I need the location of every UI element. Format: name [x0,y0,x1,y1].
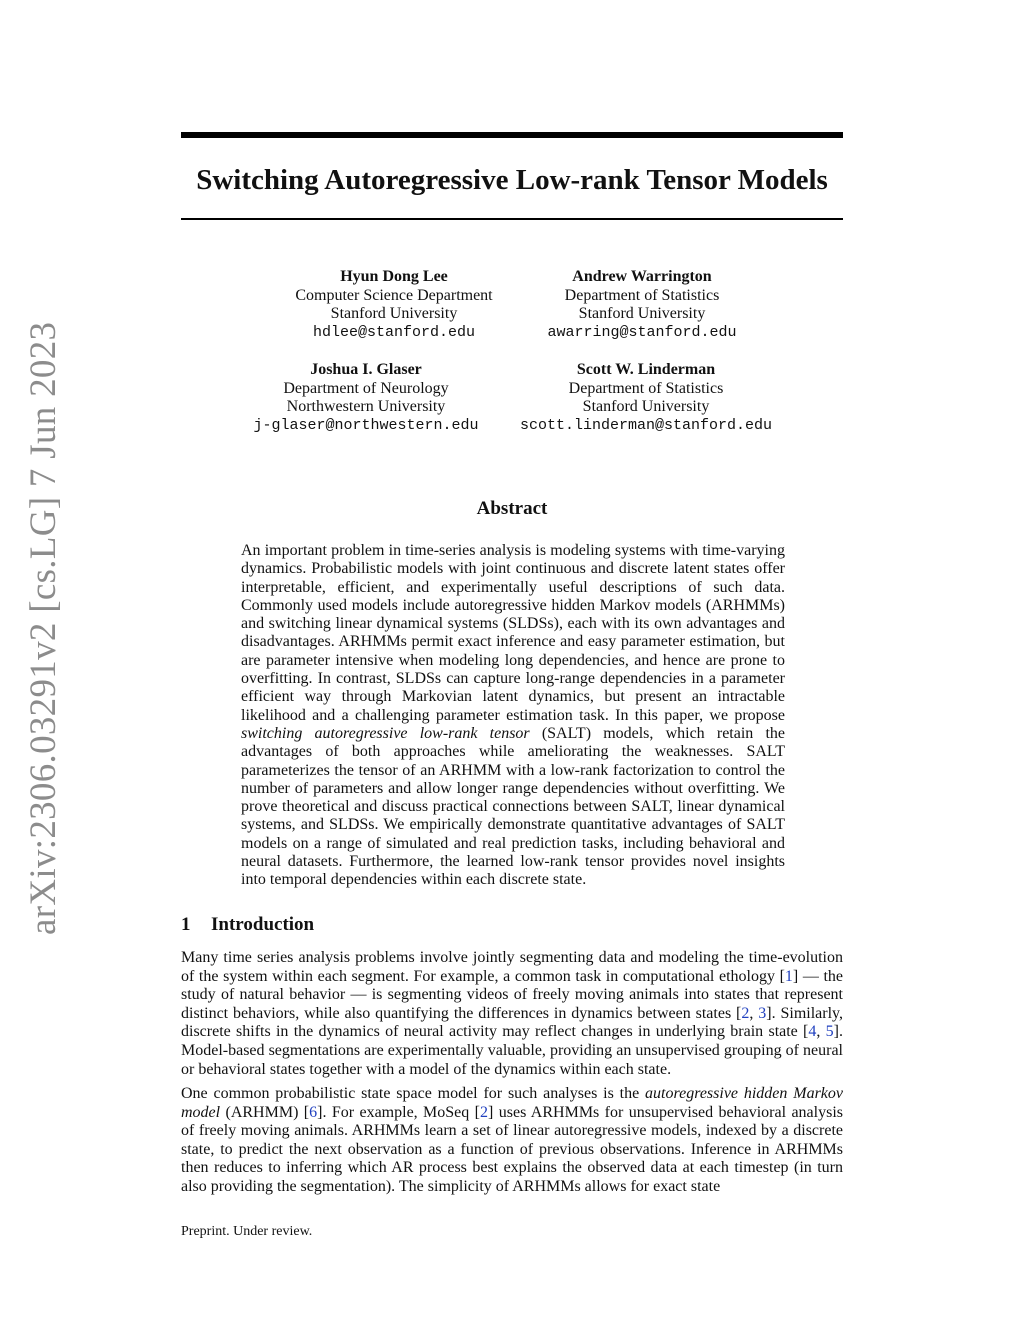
citation-link[interactable]: 1 [784,967,793,985]
section-heading [181,914,314,936]
abstract-emphasis: switching autoregressive low-rank tensor [241,724,530,742]
author-institution: Stanford University [578,305,706,322]
abstract-heading: Abstract [476,498,548,519]
author-block [216,361,516,435]
author-department: Department of Statistics [568,379,724,397]
author-name: Joshua I. Glaser [310,361,422,378]
paragraph-text: ]. Model-based segmentations are experimentally valuable, providing an unsupervised grouping of neural or behavioral states together with a model of the dynamics within each state. [181,1023,843,1078]
section-number: 1 [181,914,191,935]
abstract-part: An important problem in time-series analysis is modeling systems with time-varying dynamics. Probabilistic models with joint continuous and discrete latent states offer interpretable, efficient, and experimentally useful descriptions of such data. Commonly used models include autoregressive hidden Markov models (ARHMMs) and switching linear dynamical systems (SLDSs), each with its own advantages and disadvantages. ARHMMs permit exact inference and easy parameter estimation, but are parameter intensive when modeling long dependencies, and hence are prone to overfitting. In contrast, SLDSs can capture long-range dependencies in a parameter efficient way through Markovian latent dynamics, but present an intractable likelihood and a challenging parameter estimation task. In this paper, we propose [241,542,785,724]
arxiv-identifier[interactable]: arXiv:2306.03291v2 [cs.LG] 7 Jun 2023 [23,321,64,935]
author-name: Andrew Warrington [572,268,712,285]
author-department: Department of Statistics [564,286,720,304]
author-department: Department of Neurology [283,379,449,397]
author-name: Hyun Dong Lee [340,268,448,285]
citation-link[interactable]: 3 [758,1004,767,1022]
author-email[interactable]: hdlee@stanford.edu [312,323,476,341]
paragraph-text: , [749,1004,759,1022]
paragraph-text: ] — the study of natural behavior — is segmenting videos of freely moving animals into states that represent distinct behaviors, while also quantifying the differences in dynamics between states [ [181,967,844,1022]
citation-link[interactable]: 4 [808,1023,817,1041]
body-paragraph [181,949,843,1079]
author-block [492,268,792,342]
citation-link[interactable]: 2 [741,1004,750,1022]
citation-link[interactable]: 5 [825,1023,834,1041]
citation-link[interactable]: 2 [480,1103,489,1121]
title-rule-bottom [181,218,843,220]
author-block [496,361,796,435]
author-name: Scott W. Linderman [576,361,716,378]
paragraph-text: ]. For example, MoSeq [ [317,1103,481,1121]
author-email[interactable]: j-glaser@northwestern.edu [253,416,479,434]
author-email[interactable]: scott.linderman@stanford.edu [519,416,773,434]
footer-note: Preprint. Under review. [181,1224,313,1239]
author-department: Computer Science Department [295,286,493,304]
paper-title: Switching Autoregressive Low-rank Tensor Models [196,164,828,196]
paragraph-text: Many time series analysis problems involve jointly segmenting data and modeling the time-evolution of the system within each segment. For example, a common task in computational ethology [ [181,949,843,985]
paragraph-text: , [816,1023,826,1041]
paragraph-text: ]. Similarly, discrete shifts in the dynamics of neural activity may reflect changes in underlying brain state [ [181,1004,844,1041]
abstract-text [241,542,785,890]
author-institution: Stanford University [582,398,710,415]
paragraph-text: ] uses ARHMMs for unsupervised behavioral analysis of freely moving animals. ARHMMs learn a set of linear autoregressive models, indexed by a discrete state, to predict the next observation as a function of previous observations. Inference in ARHMMs then reduces to inferring which AR process best explains the observed data at each timestep (in turn also providing the segmentation). The simplicity of ARHMMs allows for exact state [181,1103,843,1195]
author-email[interactable]: awarring@stanford.edu [547,323,737,341]
body-paragraph [181,1085,843,1197]
section-title: Introduction [211,914,315,935]
author-institution: Northwestern University [286,398,446,415]
title-rule-top [181,132,843,138]
author-institution: Stanford University [330,305,458,322]
paragraph-text: (ARHMM) [ [220,1103,310,1121]
paragraph-text: One common probabilistic state space model for such analyses is the [181,1085,646,1102]
paragraph-emphasis: autoregressive hidden Markov model [181,1085,843,1121]
abstract-part: (SALT) models, which retain the advantages of both approaches while ameliorating the weaknesses. SALT parameterizes the tensor of an ARHMM with a low-rank factorization to control the number of parameters and allow longer range dependencies without overfitting. We prove theoretical and discuss practical connections between SALT, linear dynamical systems, and SLDSs. We empirically demonstrate quantitative advantages of SALT models on a range of simulated and real prediction tasks, including behavioral and neural datasets. Furthermore, the learned low-rank tensor provides novel insights into temporal dependencies within each discrete state. [241,724,786,889]
citation-link[interactable]: 6 [309,1103,318,1121]
